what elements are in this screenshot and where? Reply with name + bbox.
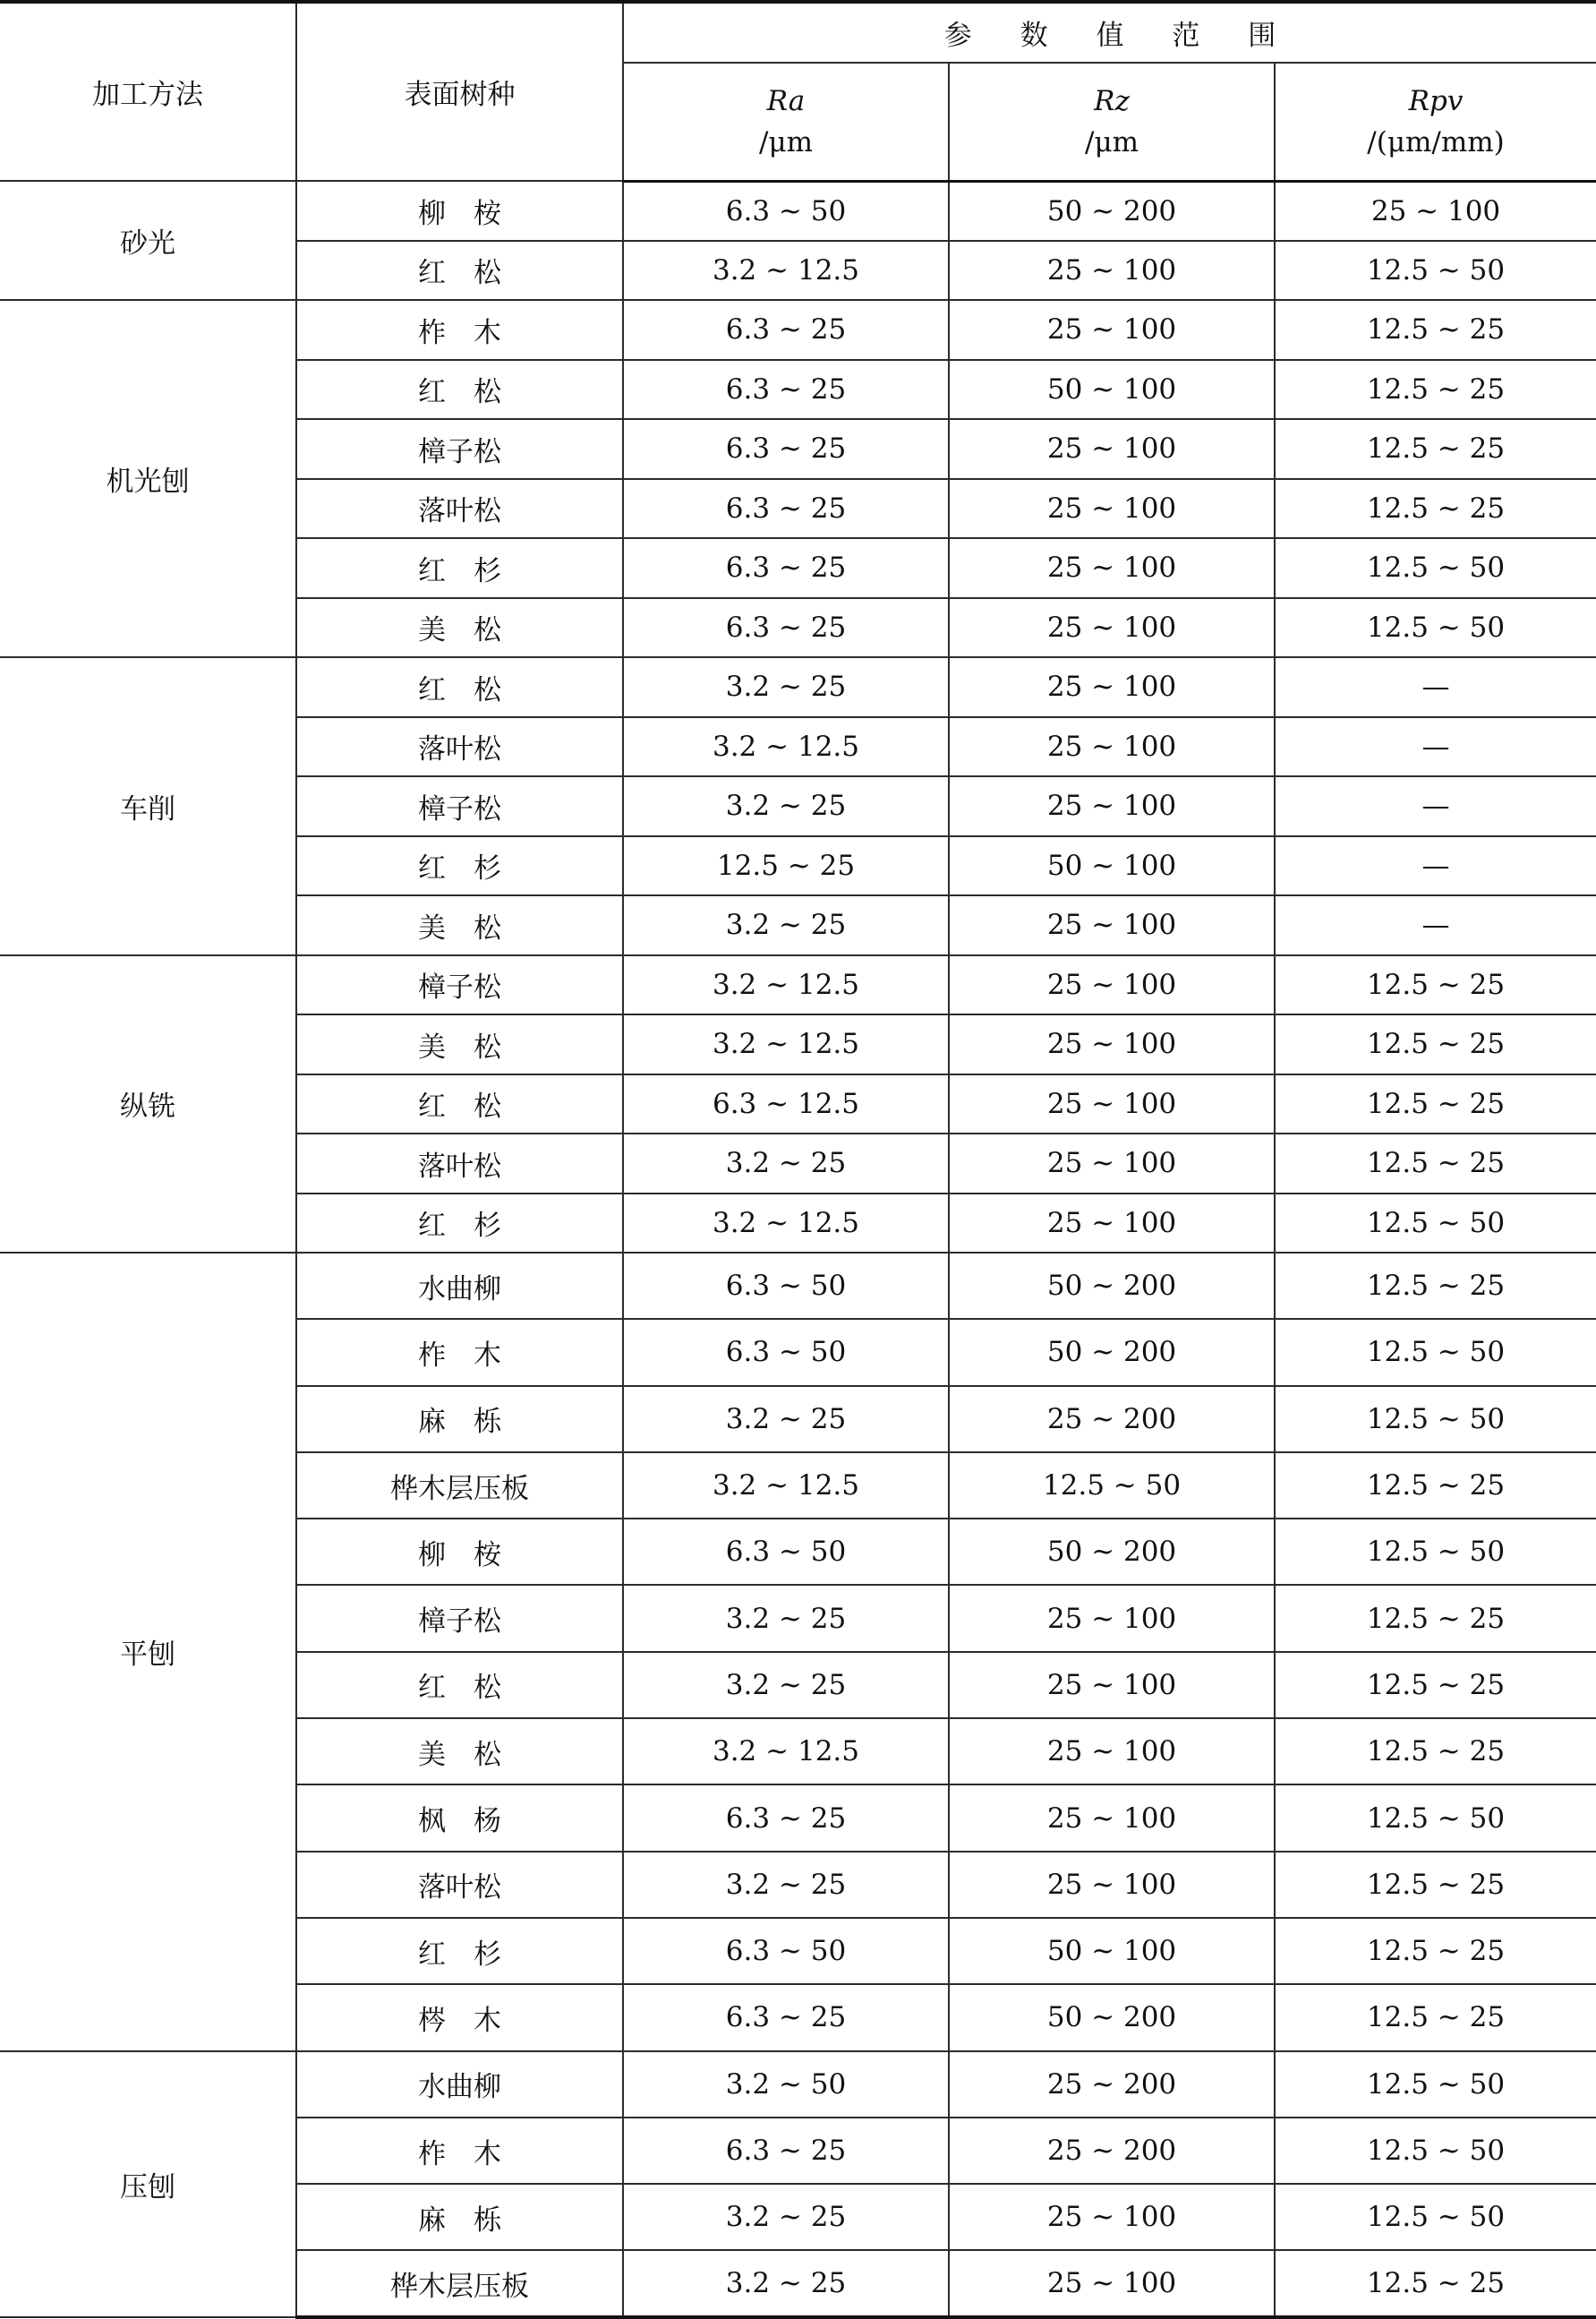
- rpv-cell: 12.5 ~ 25: [1275, 1134, 1596, 1194]
- rz-cell: 25 ~ 100: [949, 241, 1275, 301]
- rpv-cell: 12.5 ~ 50: [1275, 538, 1596, 598]
- species-cell: 柳 桉: [296, 1519, 623, 1585]
- species-cell: 梣 木: [296, 1984, 623, 2050]
- rpv-cell: 12.5 ~ 25: [1275, 300, 1596, 360]
- table-row: [0, 1253, 1596, 1319]
- rz-cell: 50 ~ 100: [949, 360, 1275, 420]
- rz-cell: 25 ~ 100: [949, 717, 1275, 777]
- rpv-cell: —: [1275, 657, 1596, 717]
- rz-cell: 25 ~ 100: [949, 419, 1275, 479]
- rz-cell: 50 ~ 200: [949, 181, 1275, 241]
- rpv-cell: 12.5 ~ 50: [1275, 1319, 1596, 1385]
- species-cell: 红 松: [296, 1074, 623, 1134]
- header-rpv: [1275, 63, 1596, 181]
- species-cell: 落叶松: [296, 717, 623, 777]
- rpv-cell: —: [1275, 776, 1596, 836]
- ra-cell: 3.2 ~ 12.5: [623, 1194, 949, 1254]
- rz-cell: 12.5 ~ 50: [949, 1452, 1275, 1519]
- rpv-cell: 12.5 ~ 25: [1275, 419, 1596, 479]
- species-cell: 桦木层压板: [296, 2250, 623, 2316]
- species-cell: 柞 木: [296, 1319, 623, 1385]
- rpv-cell: 12.5 ~ 50: [1275, 2184, 1596, 2250]
- ra-cell: 6.3 ~ 50: [623, 1253, 949, 1319]
- table-row: [0, 181, 1596, 241]
- rpv-cell: 12.5 ~ 50: [1275, 2118, 1596, 2184]
- species-cell: 桦木层压板: [296, 1452, 623, 1519]
- ra-cell: 3.2 ~ 12.5: [623, 717, 949, 777]
- ra-cell: 3.2 ~ 25: [623, 2184, 949, 2250]
- ra-cell: 3.2 ~ 25: [623, 1134, 949, 1194]
- ra-cell: 3.2 ~ 12.5: [623, 955, 949, 1015]
- table-row: [0, 300, 1596, 360]
- rz-cell: 25 ~ 100: [949, 2250, 1275, 2316]
- ra-cell: 3.2 ~ 25: [623, 657, 949, 717]
- ra-cell: 6.3 ~ 25: [623, 419, 949, 479]
- rpv-cell: 12.5 ~ 25: [1275, 1852, 1596, 1918]
- ra-cell: 6.3 ~ 25: [623, 360, 949, 420]
- rpv-cell: 12.5 ~ 25: [1275, 1718, 1596, 1784]
- species-cell: 樟子松: [296, 776, 623, 836]
- rz-cell: 25 ~ 100: [949, 598, 1275, 658]
- rz-cell: 25 ~ 100: [949, 538, 1275, 598]
- rpv-cell: 12.5 ~ 25: [1275, 1253, 1596, 1319]
- ra-cell: 3.2 ~ 12.5: [623, 241, 949, 301]
- ra-cell: 6.3 ~ 25: [623, 598, 949, 658]
- species-cell: 柞 木: [296, 2118, 623, 2184]
- ra-cell: 3.2 ~ 25: [623, 1652, 949, 1718]
- rpv-cell: 12.5 ~ 25: [1275, 2250, 1596, 2316]
- rz-cell: 25 ~ 100: [949, 300, 1275, 360]
- rpv-cell: —: [1275, 895, 1596, 955]
- rz-cell: 25 ~ 200: [949, 2051, 1275, 2118]
- species-cell: 落叶松: [296, 1852, 623, 1918]
- rz-cell: 50 ~ 200: [949, 1319, 1275, 1385]
- ra-cell: 6.3 ~ 25: [623, 2118, 949, 2184]
- species-cell: 水曲柳: [296, 2051, 623, 2118]
- species-cell: 美 松: [296, 895, 623, 955]
- method-cell: 压刨: [0, 2051, 296, 2317]
- rz-cell: 50 ~ 100: [949, 836, 1275, 896]
- header-ra-symbol: Ra: [766, 84, 806, 117]
- rz-cell: 25 ~ 100: [949, 1585, 1275, 1651]
- ra-cell: 3.2 ~ 25: [623, 776, 949, 836]
- ra-cell: 6.3 ~ 50: [623, 1519, 949, 1585]
- rpv-cell: —: [1275, 717, 1596, 777]
- header-method: 加工方法: [0, 2, 296, 181]
- table-row: [0, 955, 1596, 1015]
- rz-cell: 25 ~ 100: [949, 895, 1275, 955]
- header-rz-unit: /μm: [1085, 125, 1139, 158]
- rpv-cell: 12.5 ~ 25: [1275, 1984, 1596, 2050]
- method-cell: 平刨: [0, 1253, 296, 2051]
- ra-cell: 12.5 ~ 25: [623, 836, 949, 896]
- ra-cell: 6.3 ~ 25: [623, 1784, 949, 1851]
- table-body: [0, 181, 1596, 2317]
- rpv-cell: 12.5 ~ 25: [1275, 1452, 1596, 1519]
- rz-cell: 25 ~ 100: [949, 776, 1275, 836]
- species-cell: 落叶松: [296, 1134, 623, 1194]
- rz-cell: 25 ~ 100: [949, 657, 1275, 717]
- ra-cell: 3.2 ~ 12.5: [623, 1014, 949, 1074]
- rz-cell: 25 ~ 200: [949, 1386, 1275, 1452]
- ra-cell: 3.2 ~ 25: [623, 2250, 949, 2316]
- table-row: [0, 2051, 1596, 2118]
- rpv-cell: 12.5 ~ 50: [1275, 1784, 1596, 1851]
- species-cell: 落叶松: [296, 479, 623, 539]
- species-cell: 红 松: [296, 360, 623, 420]
- ra-cell: 3.2 ~ 25: [623, 1386, 949, 1452]
- rpv-cell: 12.5 ~ 25: [1275, 955, 1596, 1015]
- ra-cell: 3.2 ~ 25: [623, 895, 949, 955]
- header-range-text: 参 数 值 范 围: [943, 20, 1296, 52]
- species-cell: 水曲柳: [296, 1253, 623, 1319]
- rpv-cell: 12.5 ~ 50: [1275, 1519, 1596, 1585]
- rpv-cell: 12.5 ~ 25: [1275, 360, 1596, 420]
- rpv-cell: 12.5 ~ 50: [1275, 598, 1596, 658]
- rz-cell: 25 ~ 100: [949, 1134, 1275, 1194]
- ra-cell: 6.3 ~ 25: [623, 1984, 949, 2050]
- ra-cell: 3.2 ~ 25: [623, 1585, 949, 1651]
- species-cell: 柳 桉: [296, 181, 623, 241]
- rz-cell: 50 ~ 100: [949, 1918, 1275, 1984]
- rpv-cell: 12.5 ~ 25: [1275, 1585, 1596, 1651]
- rpv-cell: 12.5 ~ 25: [1275, 1014, 1596, 1074]
- species-cell: 柞 木: [296, 300, 623, 360]
- rz-cell: 25 ~ 100: [949, 1074, 1275, 1134]
- rpv-cell: 25 ~ 100: [1275, 181, 1596, 241]
- ra-cell: 6.3 ~ 12.5: [623, 1074, 949, 1134]
- species-cell: 麻 栎: [296, 1386, 623, 1452]
- rpv-cell: 12.5 ~ 25: [1275, 1918, 1596, 1984]
- table-header: [0, 2, 1596, 181]
- species-cell: 红 杉: [296, 836, 623, 896]
- rpv-cell: 12.5 ~ 50: [1275, 2051, 1596, 2118]
- species-cell: 樟子松: [296, 1585, 623, 1651]
- header-range: [623, 2, 1596, 63]
- rpv-cell: 12.5 ~ 50: [1275, 1194, 1596, 1254]
- header-rz-symbol: Rz: [1094, 84, 1130, 117]
- species-cell: 红 松: [296, 1652, 623, 1718]
- header-row-1: [0, 2, 1596, 63]
- header-rpv-symbol: Rpv: [1408, 84, 1464, 117]
- rz-cell: 25 ~ 100: [949, 1652, 1275, 1718]
- rz-cell: 25 ~ 100: [949, 1852, 1275, 1918]
- rz-cell: 25 ~ 200: [949, 2118, 1275, 2184]
- ra-cell: 3.2 ~ 50: [623, 2051, 949, 2118]
- ra-cell: 6.3 ~ 50: [623, 181, 949, 241]
- ra-cell: 6.3 ~ 50: [623, 1918, 949, 1984]
- species-cell: 樟子松: [296, 955, 623, 1015]
- species-cell: 樟子松: [296, 419, 623, 479]
- method-cell: 纵铣: [0, 955, 296, 1254]
- species-cell: 红 松: [296, 657, 623, 717]
- species-cell: 麻 栎: [296, 2184, 623, 2250]
- header-ra: [623, 63, 949, 181]
- header-rpv-unit: /(μm/mm): [1367, 125, 1505, 158]
- rz-cell: 50 ~ 200: [949, 1984, 1275, 2050]
- species-cell: 红 杉: [296, 1194, 623, 1254]
- rpv-cell: 12.5 ~ 50: [1275, 1386, 1596, 1452]
- rz-cell: 25 ~ 100: [949, 1718, 1275, 1784]
- species-cell: 红 杉: [296, 538, 623, 598]
- rz-cell: 25 ~ 100: [949, 1014, 1275, 1074]
- ra-cell: 6.3 ~ 25: [623, 479, 949, 539]
- species-cell: 红 杉: [296, 1918, 623, 1984]
- header-ra-unit: /μm: [759, 125, 813, 158]
- rpv-cell: 12.5 ~ 25: [1275, 479, 1596, 539]
- species-cell: 美 松: [296, 1718, 623, 1784]
- ra-cell: 3.2 ~ 25: [623, 1852, 949, 1918]
- rz-cell: 50 ~ 200: [949, 1253, 1275, 1319]
- rz-cell: 25 ~ 100: [949, 1784, 1275, 1851]
- rz-cell: 25 ~ 100: [949, 1194, 1275, 1254]
- species-cell: 美 松: [296, 1014, 623, 1074]
- rz-cell: 25 ~ 100: [949, 955, 1275, 1015]
- species-cell: 红 松: [296, 241, 623, 301]
- ra-cell: 3.2 ~ 12.5: [623, 1452, 949, 1519]
- rpv-cell: 12.5 ~ 25: [1275, 1652, 1596, 1718]
- rpv-cell: 12.5 ~ 50: [1275, 241, 1596, 301]
- rz-cell: 25 ~ 100: [949, 2184, 1275, 2250]
- species-cell: 美 松: [296, 598, 623, 658]
- ra-cell: 3.2 ~ 12.5: [623, 1718, 949, 1784]
- ra-cell: 6.3 ~ 50: [623, 1319, 949, 1385]
- method-cell: 砂光: [0, 181, 296, 300]
- ra-cell: 6.3 ~ 25: [623, 300, 949, 360]
- ra-cell: 6.3 ~ 25: [623, 538, 949, 598]
- header-rz: [949, 63, 1275, 181]
- rz-cell: 25 ~ 100: [949, 479, 1275, 539]
- rpv-cell: 12.5 ~ 25: [1275, 1074, 1596, 1134]
- method-cell: 车削: [0, 657, 296, 955]
- rz-cell: 50 ~ 200: [949, 1519, 1275, 1585]
- species-cell: 枫 杨: [296, 1784, 623, 1851]
- table-row: [0, 657, 1596, 717]
- header-species: 表面树种: [296, 2, 623, 181]
- rpv-cell: —: [1275, 836, 1596, 896]
- method-cell: 机光刨: [0, 300, 296, 657]
